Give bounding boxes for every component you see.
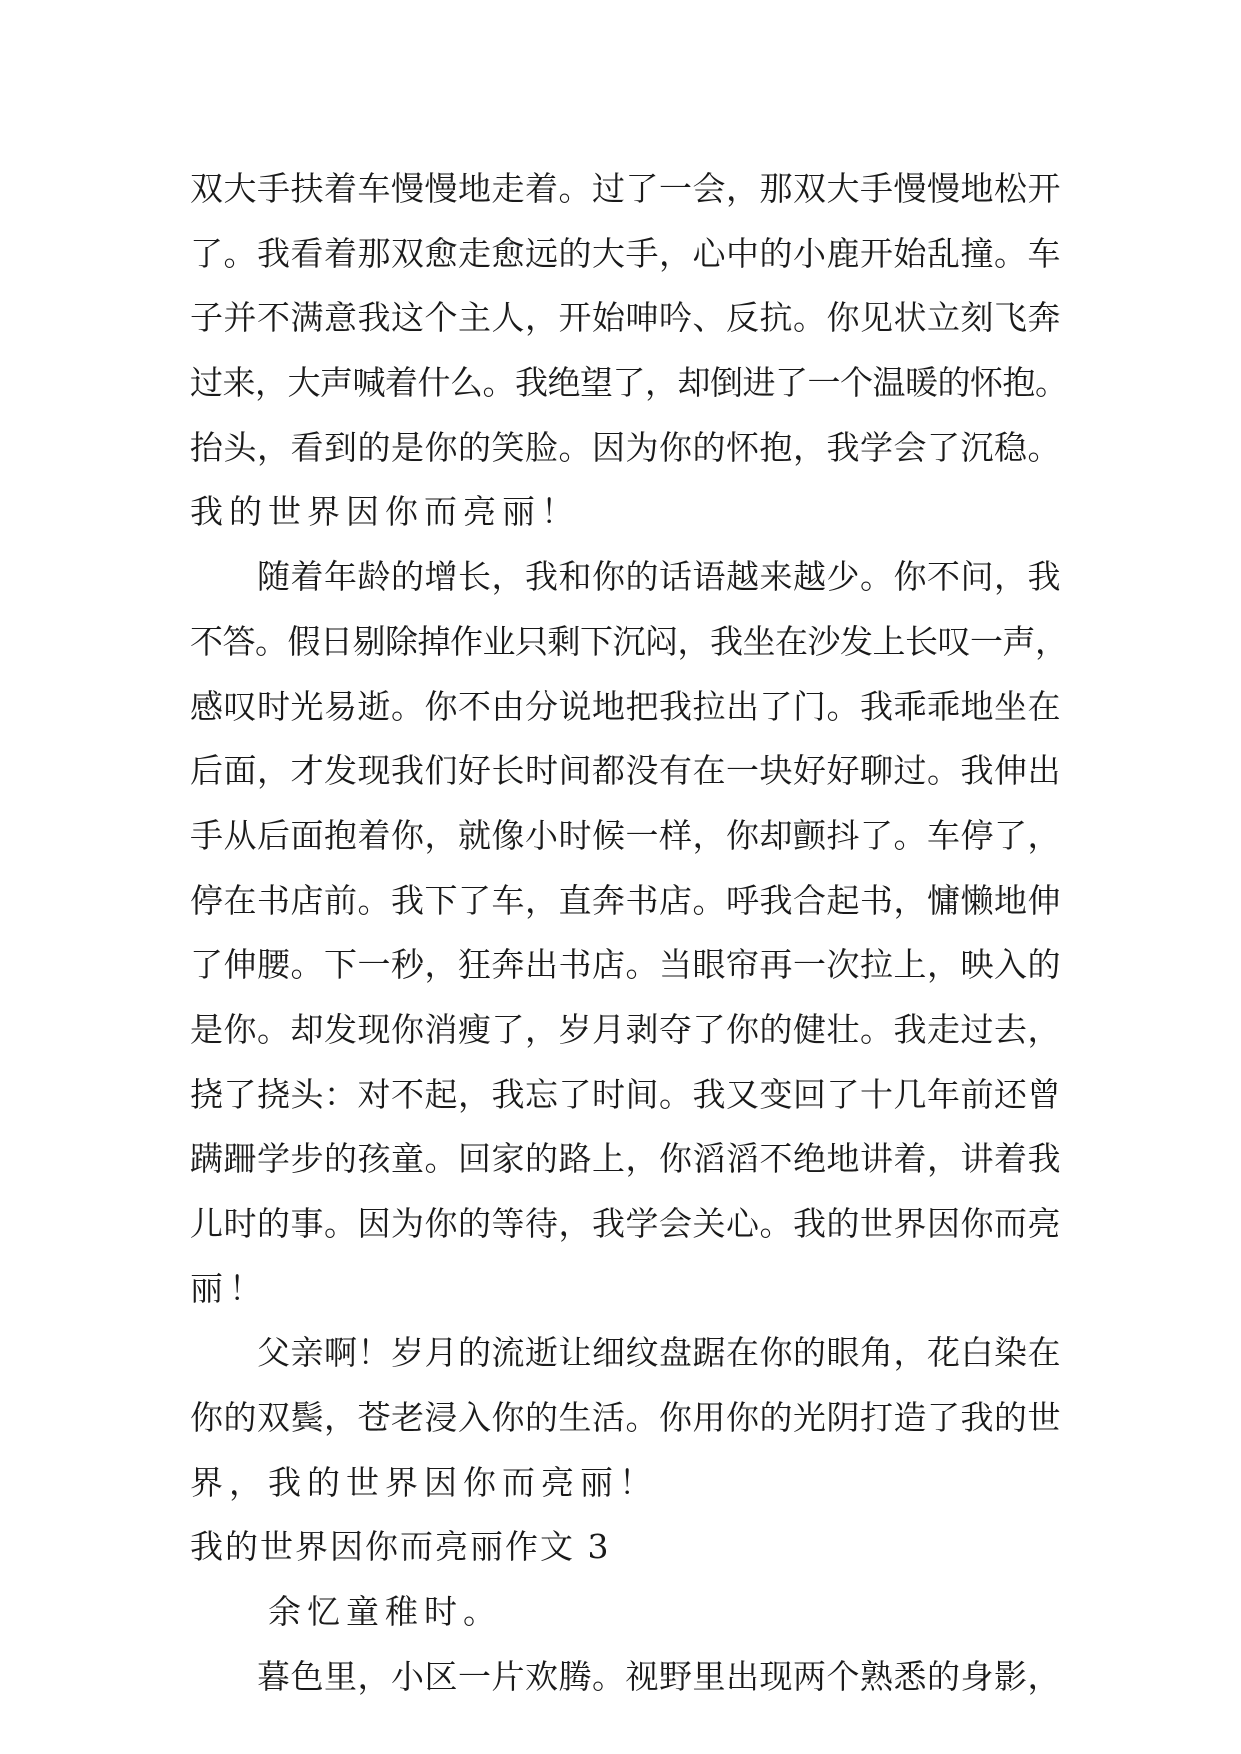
section-heading: 我的世界因你而亮丽作文 3 [190,1527,611,1567]
text-line: 抬头，看到的是你的笑脸。因为你的怀抱，我学会了沉稳。 [190,427,1061,467]
text-line: 过来，大声喊着什么。我绝望了，却倒进了一个温暖的怀抱。 [190,363,1068,403]
text-line: 双大手扶着车慢慢地走着。过了一会，那双大手慢慢地松开 [190,169,1061,208]
text-line: 停在书店前。我下了车，直奔书店。呼我合起书，慵懒地伸 [190,880,1061,920]
essay-text [190,157,1070,1710]
paragraph-start-line: 暮色里，小区一片欢腾。视野里出现两个熟悉的身影， [190,1656,1061,1696]
text-line: 不答。假日剔除掉作业只剩下沉闷，我坐在沙发上长叹一声， [190,621,1068,661]
text-line: 是你。却发现你消瘦了，岁月剥夺了你的健壮。我走过去， [190,1009,1061,1049]
text-line: 我的世界因你而亮丽！ [190,492,580,532]
paragraph-start-line: 随着年龄的增长，我和你的话语越来越少。你不问，我 [190,557,1061,597]
paragraph-start-line: 父亲啊！岁月的流逝让细纹盘踞在你的眼角，花白染在 [190,1333,1061,1373]
text-line: 丽！ [190,1268,268,1308]
paragraph-start-line: 余忆童稚时。 [190,1592,502,1632]
text-line: 感叹时光易逝。你不由分说地把我拉出了门。我乖乖地坐在 [190,686,1061,726]
text-line: 了伸腰。下一秒，狂奔出书店。当眼帘再一次拉上，映入的 [190,945,1061,985]
text-line: 蹒跚学步的孩童。回家的路上，你滔滔不绝地讲着，讲着我 [190,1139,1061,1179]
text-line: 儿时的事。因为你的等待，我学会关心。我的世界因你而亮 [190,1204,1061,1243]
text-line: 挠了挠头：对不起，我忘了时间。我又变回了十几年前还曾 [190,1074,1061,1114]
text-line: 后面，才发现我们好长时间都没有在一块好好聊过。我伸出 [190,751,1061,791]
text-line: 子并不满意我这个主人，开始呻吟、反抗。你见状立刻飞奔 [190,298,1061,338]
text-line: 界，我的世界因你而亮丽！ [190,1462,658,1502]
text-line: 了。我看着那双愈走愈远的大手，心中的小鹿开始乱撞。车 [190,233,1061,273]
text-line: 你的双鬓，苍老浸入你的生活。你用你的光阴打造了我的世 [190,1398,1061,1438]
text-line: 手从后面抱着你，就像小时候一样，你却颤抖了。车停了， [190,815,1061,855]
